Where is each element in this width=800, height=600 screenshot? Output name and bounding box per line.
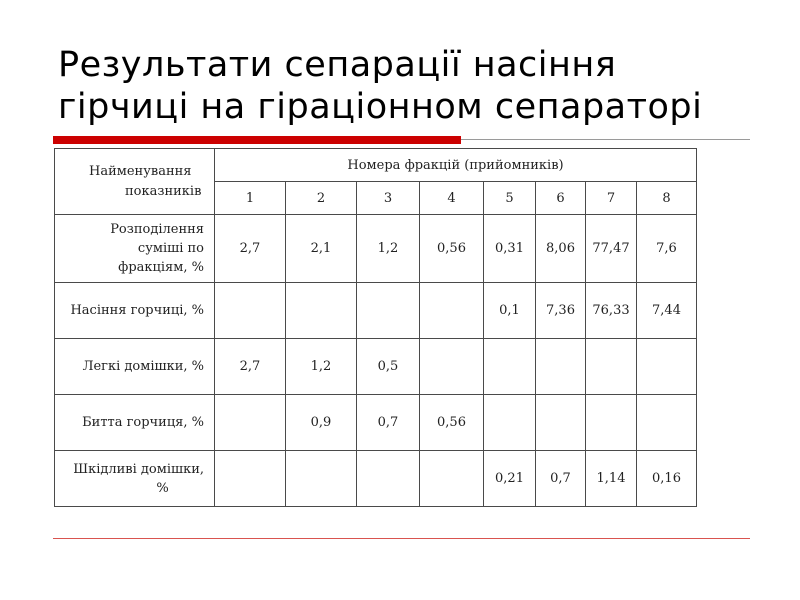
row-label-line: Шкідливі домішки, [73, 461, 204, 477]
table-cell: 77,47 [586, 215, 637, 283]
title-underline-accent [53, 136, 461, 144]
table-cell [357, 283, 420, 339]
table-cell: 1,2 [286, 339, 357, 395]
table-cell [586, 395, 637, 451]
title-underline [53, 136, 750, 144]
header-indicator-line-1: Найменування [89, 163, 192, 179]
table-cell: 0,21 [484, 451, 536, 507]
table-cell: 2,7 [215, 215, 286, 283]
header-indicator-name [55, 149, 215, 215]
table-cell [586, 339, 637, 395]
row-label-line: % [156, 480, 169, 496]
footer-rule [53, 538, 750, 539]
row-label-line: Битта горчиця, % [82, 415, 204, 430]
row-label-line: Легкі домішки, % [82, 359, 204, 374]
row-label [55, 215, 215, 283]
table-cell [215, 395, 286, 451]
slide-title-line-2: гірчиці на гіраціонном сепараторі [58, 87, 703, 127]
row-label [55, 451, 215, 507]
table-cell [637, 339, 697, 395]
table-cell: 0,56 [420, 215, 484, 283]
fraction-number: 6 [536, 182, 586, 215]
table-cell: 2,7 [215, 339, 286, 395]
header-indicator-line-2: показників [125, 183, 202, 199]
row-label [55, 283, 215, 339]
table-cell: 7,6 [637, 215, 697, 283]
header-fraction-numbers: Номера фракцій (прийомників) [215, 149, 697, 182]
table-cell: 0,16 [637, 451, 697, 507]
table-cell: 0,1 [484, 283, 536, 339]
slide-title [58, 44, 778, 128]
table-cell: 0,5 [357, 339, 420, 395]
table-cell: 2,1 [286, 215, 357, 283]
table-cell: 8,06 [536, 215, 586, 283]
table-cell [420, 451, 484, 507]
table-row [55, 339, 697, 395]
table-cell: 76,33 [586, 283, 637, 339]
table-cell [420, 283, 484, 339]
table-cell: 0,7 [357, 395, 420, 451]
row-label-line: Насіння горчиці, % [70, 303, 204, 318]
table-cell [484, 395, 536, 451]
fraction-number: 5 [484, 182, 536, 215]
fraction-number: 1 [215, 182, 286, 215]
fraction-number: 8 [637, 182, 697, 215]
row-label-line: фракціям, % [118, 260, 204, 275]
table-cell [637, 395, 697, 451]
row-label-line: Розподілення [110, 222, 204, 237]
table-cell: 1,14 [586, 451, 637, 507]
table-cell [420, 339, 484, 395]
row-label [55, 395, 215, 451]
table-cell [536, 339, 586, 395]
table-cell [215, 283, 286, 339]
table-cell: 0,31 [484, 215, 536, 283]
table-row [55, 283, 697, 339]
table-cell [536, 395, 586, 451]
table-cell [484, 339, 536, 395]
table-cell: 0,7 [536, 451, 586, 507]
table-row [55, 215, 697, 283]
table-cell [215, 451, 286, 507]
table-cell [286, 451, 357, 507]
table-cell [357, 451, 420, 507]
fraction-number: 4 [420, 182, 484, 215]
table-row [55, 451, 697, 507]
table-cell: 0,56 [420, 395, 484, 451]
title-underline-thin [461, 139, 750, 140]
table-cell: 0,9 [286, 395, 357, 451]
table-row [55, 395, 697, 451]
table-cell: 7,36 [536, 283, 586, 339]
slide-title-line-1: Результати сепарації насіння [58, 45, 617, 85]
table-cell: 1,2 [357, 215, 420, 283]
separation-results-table [54, 148, 697, 507]
row-label [55, 339, 215, 395]
table-cell: 7,44 [637, 283, 697, 339]
fraction-number: 3 [357, 182, 420, 215]
fraction-number: 7 [586, 182, 637, 215]
row-label-line: суміші по [137, 241, 204, 256]
fraction-number: 2 [286, 182, 357, 215]
table-cell [286, 283, 357, 339]
